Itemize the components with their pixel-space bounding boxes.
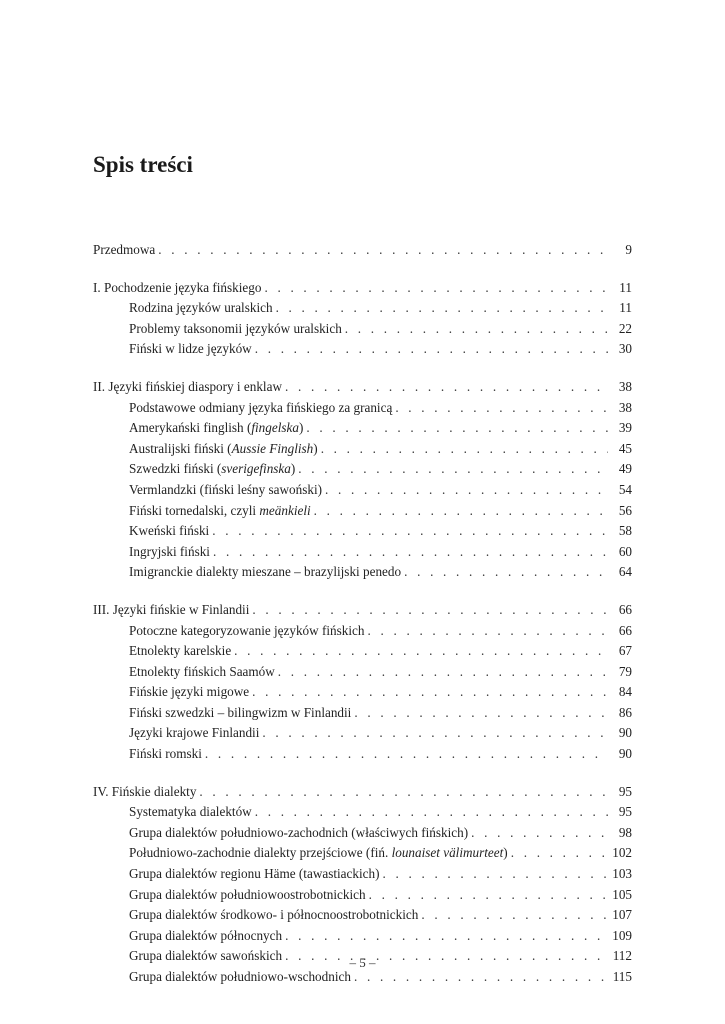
dot-leader bbox=[285, 377, 608, 398]
toc-entry-label bbox=[93, 377, 285, 398]
toc-entry-text: Południowo-zachodnie dialekty przejściowe (fiń. bbox=[129, 845, 392, 861]
dot-leader bbox=[199, 782, 608, 803]
toc-page-number: 115 bbox=[612, 969, 632, 984]
dot-leader bbox=[354, 703, 608, 724]
toc-entry-label bbox=[129, 459, 298, 480]
dot-leader bbox=[367, 621, 608, 642]
toc-subentry[interactable] bbox=[93, 319, 632, 340]
toc-subentry[interactable] bbox=[93, 885, 632, 906]
toc-entry-text: Fiński szwedzki – bilingwizm w Finlandii bbox=[129, 704, 352, 720]
dot-leader bbox=[285, 926, 608, 947]
toc-page-number: 67 bbox=[618, 643, 632, 659]
dot-leader bbox=[421, 905, 608, 926]
toc-entry-text: Imigranckie dialekty mieszane – brazylijski penedo bbox=[129, 564, 402, 580]
page-number: – 5 – bbox=[349, 955, 376, 970]
dot-leader bbox=[264, 278, 608, 299]
toc-page-number: 45 bbox=[618, 440, 632, 456]
toc-entry-text: Potoczne kategoryzowanie języków fińskich bbox=[129, 622, 365, 638]
toc-entry-label bbox=[129, 501, 314, 522]
toc-entry-text: Grupa dialektów północnych bbox=[129, 927, 283, 943]
toc-entry-label bbox=[129, 339, 255, 360]
toc-entry-label bbox=[129, 439, 321, 460]
toc-entry-text: I. Pochodzenie języka fińskiego bbox=[93, 279, 262, 295]
page-title: Spis treści bbox=[93, 152, 193, 177]
toc-subentry[interactable] bbox=[93, 723, 632, 744]
toc-page-number: 56 bbox=[618, 502, 632, 518]
toc-entry-label bbox=[129, 398, 395, 419]
toc-subentry[interactable] bbox=[93, 439, 632, 460]
toc-entry-label bbox=[129, 542, 213, 563]
dot-leader bbox=[369, 885, 608, 906]
toc-subentry[interactable] bbox=[93, 418, 632, 439]
toc-entry-label bbox=[129, 480, 325, 501]
dot-leader bbox=[158, 240, 608, 261]
toc-entry-italic-term: lounaiset välimurteet bbox=[391, 845, 504, 861]
toc-page-number: 90 bbox=[618, 746, 632, 762]
toc-page-number: 64 bbox=[618, 564, 632, 580]
toc-page-number: 98 bbox=[618, 824, 632, 840]
dot-leader bbox=[212, 521, 608, 542]
toc-entry-text: Grupa dialektów środkowo- i północnoostrobotnickich bbox=[129, 907, 419, 923]
toc-entry-text: III. Języki fińskie w Finlandii bbox=[93, 601, 250, 617]
toc-entry-text: Amerykański finglish ( bbox=[129, 420, 252, 436]
toc-entry-label bbox=[129, 843, 511, 864]
toc-entry-label bbox=[129, 905, 421, 926]
toc-subentry[interactable] bbox=[93, 459, 632, 480]
toc-subentry[interactable] bbox=[93, 744, 632, 765]
toc-subentry[interactable] bbox=[93, 621, 632, 642]
toc-entry-text: Przedmowa bbox=[93, 242, 156, 257]
toc-page-number: 30 bbox=[618, 341, 632, 357]
toc-entry-label bbox=[129, 641, 234, 662]
dot-leader bbox=[306, 418, 608, 439]
toc-subentry[interactable] bbox=[93, 926, 632, 947]
toc-entry-text: Etnolekty karelskie bbox=[129, 643, 232, 659]
toc-entry-text-tail: ) bbox=[298, 420, 304, 436]
toc-subentry[interactable] bbox=[93, 641, 632, 662]
toc-entry-label bbox=[129, 521, 212, 542]
toc-section bbox=[93, 600, 632, 765]
toc-page-number: 11 bbox=[619, 300, 632, 316]
toc-chapter[interactable] bbox=[93, 600, 632, 621]
toc-entry-text: Rodzina języków uralskich bbox=[129, 300, 273, 316]
toc-entry-label bbox=[129, 682, 252, 703]
dot-leader bbox=[213, 542, 608, 563]
toc-subentry[interactable] bbox=[93, 864, 632, 885]
dot-leader bbox=[298, 459, 608, 480]
dot-leader bbox=[471, 823, 608, 844]
toc-subentry[interactable] bbox=[93, 501, 632, 522]
toc-page-number: 79 bbox=[618, 663, 632, 679]
toc-entry-text: Kweński fiński bbox=[129, 523, 210, 539]
toc-entry-label bbox=[93, 600, 252, 621]
toc-entry-italic-term: meänkieli bbox=[259, 502, 311, 518]
dot-leader bbox=[234, 641, 608, 662]
toc-entry-italic-term: Aussie Finglish bbox=[231, 440, 314, 456]
dot-leader bbox=[255, 339, 608, 360]
dot-leader bbox=[278, 662, 608, 683]
toc-page-number: 109 bbox=[612, 927, 632, 943]
toc-page-number: 112 bbox=[612, 948, 632, 964]
toc-page-number: 102 bbox=[612, 845, 632, 861]
toc-entry-text: II. Języki fińskiej diaspory i enklaw bbox=[93, 378, 282, 394]
toc-chapter[interactable] bbox=[93, 782, 632, 803]
toc-section bbox=[93, 377, 632, 583]
toc-page-number: 107 bbox=[612, 907, 632, 923]
toc-entry-label bbox=[129, 802, 255, 823]
toc-entry-label bbox=[129, 703, 354, 724]
toc-entry-text-tail: ) bbox=[503, 845, 508, 861]
toc-page-number: 11 bbox=[619, 279, 632, 295]
toc-page-number: 84 bbox=[618, 684, 632, 700]
toc-section bbox=[93, 240, 632, 261]
toc-section bbox=[93, 278, 632, 360]
toc-entry-text: Fiński tornedalski, czyli bbox=[129, 502, 260, 518]
toc-entry-label bbox=[129, 418, 306, 439]
toc-page-number: 9 bbox=[625, 242, 632, 257]
toc-entry-label bbox=[129, 864, 382, 885]
toc-entry-text-tail: ) bbox=[290, 461, 296, 477]
toc-entry-text: Systematyka dialektów bbox=[129, 804, 252, 820]
dot-leader bbox=[325, 480, 608, 501]
dot-leader bbox=[511, 843, 608, 864]
toc-page-number: 90 bbox=[618, 725, 632, 741]
toc-entry-text: Grupa dialektów regionu Häme (tawastiackich) bbox=[129, 866, 380, 882]
toc-subentry[interactable] bbox=[93, 298, 632, 319]
dot-leader bbox=[395, 398, 608, 419]
dot-leader bbox=[252, 600, 608, 621]
toc-entry-text: Podstawowe odmiany języka fińskiego za granicą bbox=[129, 399, 393, 415]
toc-chapter[interactable] bbox=[93, 278, 632, 299]
toc-entry-label bbox=[129, 298, 276, 319]
toc-page-number: 58 bbox=[618, 523, 632, 539]
toc-page-number: 66 bbox=[618, 601, 632, 617]
toc-subentry[interactable] bbox=[93, 398, 632, 419]
dot-leader bbox=[255, 802, 608, 823]
toc-chapter[interactable] bbox=[93, 240, 632, 261]
dot-leader bbox=[205, 744, 608, 765]
table-of-contents bbox=[93, 240, 632, 1005]
toc-entry-text: Grupa dialektów południowo-wschodnich bbox=[129, 969, 351, 984]
toc-entry-text: Fiński w lidze języków bbox=[129, 341, 252, 357]
toc-subentry[interactable] bbox=[93, 682, 632, 703]
toc-entry-label bbox=[93, 240, 158, 261]
toc-entry-text: Fińskie języki migowe bbox=[129, 684, 250, 700]
toc-entry-text: Ingryjski fiński bbox=[129, 543, 210, 559]
toc-subentry[interactable] bbox=[93, 542, 632, 563]
toc-subentry[interactable] bbox=[93, 843, 632, 864]
dot-leader bbox=[262, 723, 608, 744]
toc-entry-text: Grupa dialektów sawońskich bbox=[129, 948, 283, 964]
toc-page-number: 103 bbox=[612, 866, 632, 882]
toc-subentry[interactable] bbox=[93, 802, 632, 823]
toc-entry-label bbox=[129, 926, 285, 947]
dot-leader bbox=[276, 298, 608, 319]
toc-subentry[interactable] bbox=[93, 562, 632, 583]
toc-entry-italic-term: fingelska bbox=[251, 420, 299, 436]
toc-page-number: 105 bbox=[612, 886, 632, 902]
toc-page-number: 54 bbox=[618, 481, 632, 497]
toc-entry-label bbox=[129, 662, 278, 683]
toc-page-number: 60 bbox=[618, 543, 632, 559]
toc-entry-text: Języki krajowe Finlandii bbox=[129, 725, 260, 741]
toc-entry-label bbox=[93, 278, 264, 299]
toc-page-number: 86 bbox=[618, 704, 632, 720]
toc-entry-label bbox=[129, 823, 471, 844]
toc-entry-label bbox=[129, 744, 205, 765]
dot-leader bbox=[345, 319, 608, 340]
toc-entry-text: Vermlandzki (fiński leśny sawoński) bbox=[129, 481, 323, 497]
toc-entry-label bbox=[93, 782, 199, 803]
toc-subentry[interactable] bbox=[93, 339, 632, 360]
toc-entry-italic-term: sverigefinska bbox=[221, 461, 291, 477]
toc-entry-text: Fiński romski bbox=[129, 746, 202, 762]
toc-chapter[interactable] bbox=[93, 377, 632, 398]
toc-page-number: 22 bbox=[618, 320, 632, 336]
toc-page-number: 39 bbox=[618, 420, 632, 436]
toc-subentry[interactable] bbox=[93, 480, 632, 501]
toc-page-number: 95 bbox=[618, 783, 632, 799]
toc-page-number: 49 bbox=[618, 461, 632, 477]
toc-entry-label bbox=[129, 885, 369, 906]
toc-entry-label bbox=[129, 562, 404, 583]
dot-leader bbox=[382, 864, 608, 885]
toc-page-number: 38 bbox=[618, 399, 632, 415]
toc-entry-text: Grupa dialektów południowoostrobotnickich bbox=[129, 886, 366, 902]
toc-entry-text: IV. Fińskie dialekty bbox=[93, 783, 197, 799]
toc-entry-text: Szwedzki fiński ( bbox=[129, 461, 222, 477]
toc-subentry[interactable] bbox=[93, 823, 632, 844]
toc-subentry[interactable] bbox=[93, 703, 632, 724]
dot-leader bbox=[321, 439, 608, 460]
toc-page-number: 95 bbox=[618, 804, 632, 820]
toc-entry-label bbox=[129, 621, 367, 642]
toc-entry-text: Etnolekty fińskich Saamów bbox=[129, 663, 275, 679]
toc-page-number: 66 bbox=[618, 622, 632, 638]
toc-subentry[interactable] bbox=[93, 905, 632, 926]
toc-entry-label bbox=[129, 319, 345, 340]
toc-entry-text: Australijski fiński ( bbox=[129, 440, 232, 456]
toc-subentry[interactable] bbox=[93, 662, 632, 683]
toc-entry-label bbox=[129, 723, 262, 744]
dot-leader bbox=[404, 562, 608, 583]
toc-entry-text: Grupa dialektów południowo-zachodnich (właściwych fińskich) bbox=[129, 824, 469, 840]
dot-leader bbox=[314, 501, 608, 522]
toc-entry-text: Problemy taksonomii języków uralskich bbox=[129, 320, 342, 336]
toc-entry-text-tail: ) bbox=[313, 440, 318, 456]
toc-subentry[interactable] bbox=[93, 521, 632, 542]
dot-leader bbox=[252, 682, 608, 703]
toc-page-number: 38 bbox=[618, 378, 632, 394]
